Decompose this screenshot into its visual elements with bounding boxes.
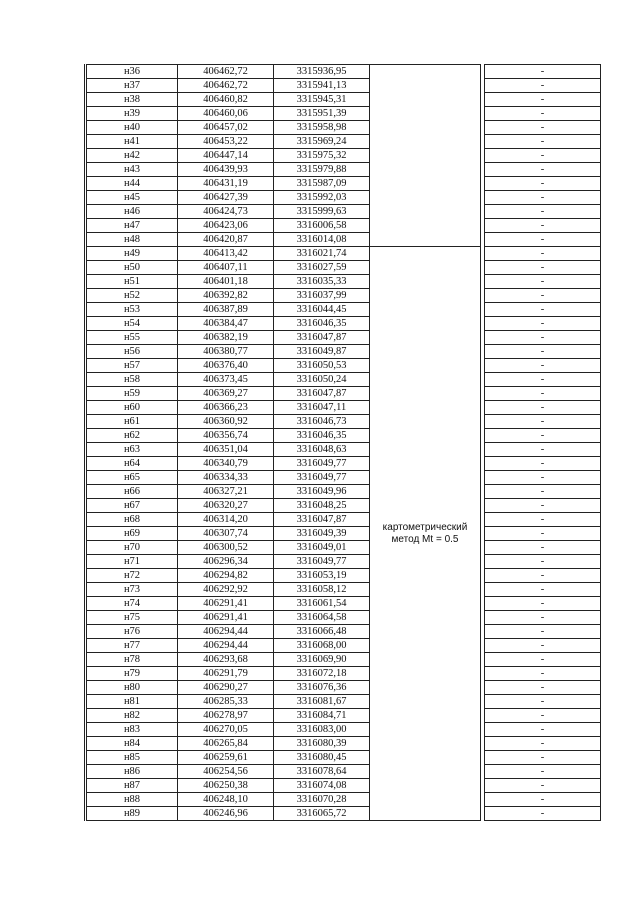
table-row <box>86 527 601 541</box>
dash-cell: - <box>485 569 601 583</box>
x-coordinate-cell: 406460,82 <box>178 93 274 107</box>
point-cell: н40 <box>86 121 178 135</box>
x-coordinate-cell: 406373,45 <box>178 373 274 387</box>
point-cell: н61 <box>86 415 178 429</box>
table-row <box>86 597 601 611</box>
point-cell: н65 <box>86 471 178 485</box>
y-coordinate-cell: 3316044,45 <box>274 303 370 317</box>
point-cell: н89 <box>86 807 178 821</box>
x-coordinate-cell: 406457,02 <box>178 121 274 135</box>
table-row <box>86 205 601 219</box>
y-coordinate-cell: 3316081,67 <box>274 695 370 709</box>
dash-cell: - <box>485 639 601 653</box>
y-coordinate-cell: 3316065,72 <box>274 807 370 821</box>
dash-cell: - <box>485 289 601 303</box>
y-coordinate-cell: 3315999,63 <box>274 205 370 219</box>
y-coordinate-cell: 3315969,24 <box>274 135 370 149</box>
x-coordinate-cell: 406351,04 <box>178 443 274 457</box>
x-coordinate-cell: 406382,19 <box>178 331 274 345</box>
y-coordinate-cell: 3316047,87 <box>274 331 370 345</box>
table-row <box>86 373 601 387</box>
y-coordinate-cell: 3316035,33 <box>274 275 370 289</box>
table-row <box>86 541 601 555</box>
y-coordinate-cell: 3316058,12 <box>274 583 370 597</box>
x-coordinate-cell: 406246,96 <box>178 807 274 821</box>
dash-cell: - <box>485 681 601 695</box>
y-coordinate-cell: 3316083,00 <box>274 723 370 737</box>
point-cell: н64 <box>86 457 178 471</box>
table-row <box>86 177 601 191</box>
x-coordinate-cell: 406462,72 <box>178 79 274 93</box>
table-row <box>86 415 601 429</box>
y-coordinate-cell: 3316049,77 <box>274 555 370 569</box>
y-coordinate-cell: 3316048,25 <box>274 499 370 513</box>
dash-cell: - <box>485 597 601 611</box>
y-coordinate-cell: 3315987,09 <box>274 177 370 191</box>
table-row <box>86 79 601 93</box>
y-coordinate-cell: 3316068,00 <box>274 639 370 653</box>
dash-cell: - <box>485 667 601 681</box>
y-coordinate-cell: 3316006,58 <box>274 219 370 233</box>
dash-cell: - <box>485 205 601 219</box>
table-row <box>86 93 601 107</box>
point-cell: н53 <box>86 303 178 317</box>
x-coordinate-cell: 406290,27 <box>178 681 274 695</box>
table-row <box>86 317 601 331</box>
x-coordinate-cell: 406392,82 <box>178 289 274 303</box>
table-row <box>86 583 601 597</box>
dash-cell: - <box>485 653 601 667</box>
dash-cell: - <box>485 345 601 359</box>
point-cell: н43 <box>86 163 178 177</box>
point-cell: н84 <box>86 737 178 751</box>
table-row <box>86 163 601 177</box>
point-cell: н50 <box>86 261 178 275</box>
dash-cell: - <box>485 135 601 149</box>
dash-cell: - <box>485 765 601 779</box>
point-cell: н78 <box>86 653 178 667</box>
table-row <box>86 247 601 261</box>
y-coordinate-cell: 3316014,08 <box>274 233 370 247</box>
table-row <box>86 359 601 373</box>
point-cell: н41 <box>86 135 178 149</box>
point-cell: н62 <box>86 429 178 443</box>
y-coordinate-cell: 3316078,64 <box>274 765 370 779</box>
x-coordinate-cell: 406462,72 <box>178 65 274 79</box>
table-row <box>86 751 601 765</box>
table-row <box>86 555 601 569</box>
dash-cell: - <box>485 415 601 429</box>
dash-cell: - <box>485 793 601 807</box>
dash-cell: - <box>485 485 601 499</box>
table-row <box>86 387 601 401</box>
dash-cell: - <box>485 541 601 555</box>
point-cell: н83 <box>86 723 178 737</box>
y-coordinate-cell: 3316080,39 <box>274 737 370 751</box>
x-coordinate-cell: 406314,20 <box>178 513 274 527</box>
x-coordinate-cell: 406369,27 <box>178 387 274 401</box>
x-coordinate-cell: 406292,92 <box>178 583 274 597</box>
point-cell: н68 <box>86 513 178 527</box>
table-row <box>86 191 601 205</box>
y-coordinate-cell: 3316049,96 <box>274 485 370 499</box>
dash-cell: - <box>485 191 601 205</box>
y-coordinate-cell: 3316049,77 <box>274 457 370 471</box>
point-cell: н54 <box>86 317 178 331</box>
point-cell: н51 <box>86 275 178 289</box>
table-row <box>86 625 601 639</box>
dash-cell: - <box>485 177 601 191</box>
x-coordinate-cell: 406427,39 <box>178 191 274 205</box>
point-cell: н66 <box>86 485 178 499</box>
y-coordinate-cell: 3316072,18 <box>274 667 370 681</box>
x-coordinate-cell: 406248,10 <box>178 793 274 807</box>
table-row <box>86 219 601 233</box>
x-coordinate-cell: 406285,33 <box>178 695 274 709</box>
x-coordinate-cell: 406407,11 <box>178 261 274 275</box>
dash-cell: - <box>485 247 601 261</box>
point-cell: н55 <box>86 331 178 345</box>
dash-cell: - <box>485 107 601 121</box>
dash-cell: - <box>485 359 601 373</box>
x-coordinate-cell: 406254,56 <box>178 765 274 779</box>
point-cell: н48 <box>86 233 178 247</box>
y-coordinate-cell: 3316046,35 <box>274 429 370 443</box>
y-coordinate-cell: 3316070,28 <box>274 793 370 807</box>
y-coordinate-cell: 3316049,01 <box>274 541 370 555</box>
x-coordinate-cell: 406423,06 <box>178 219 274 233</box>
method-cell-empty <box>370 65 481 247</box>
y-coordinate-cell: 3316061,54 <box>274 597 370 611</box>
x-coordinate-cell: 406291,41 <box>178 597 274 611</box>
y-coordinate-cell: 3316053,19 <box>274 569 370 583</box>
x-coordinate-cell: 406384,47 <box>178 317 274 331</box>
x-coordinate-cell: 406270,05 <box>178 723 274 737</box>
table-row <box>86 443 601 457</box>
table-row <box>86 681 601 695</box>
table-row <box>86 569 601 583</box>
y-coordinate-cell: 3316047,87 <box>274 387 370 401</box>
x-coordinate-cell: 406296,34 <box>178 555 274 569</box>
dash-cell: - <box>485 751 601 765</box>
x-coordinate-cell: 406291,79 <box>178 667 274 681</box>
y-coordinate-cell: 3316084,71 <box>274 709 370 723</box>
table-row <box>86 107 601 121</box>
dash-cell: - <box>485 457 601 471</box>
table-row <box>86 653 601 667</box>
table-row <box>86 695 601 709</box>
table-row <box>86 499 601 513</box>
x-coordinate-cell: 406307,74 <box>178 527 274 541</box>
x-coordinate-cell: 406424,73 <box>178 205 274 219</box>
y-coordinate-cell: 3316027,59 <box>274 261 370 275</box>
y-coordinate-cell: 3316074,08 <box>274 779 370 793</box>
x-coordinate-cell: 406259,61 <box>178 751 274 765</box>
point-cell: н38 <box>86 93 178 107</box>
x-coordinate-cell: 406439,93 <box>178 163 274 177</box>
y-coordinate-cell: 3315951,39 <box>274 107 370 121</box>
dash-cell: - <box>485 275 601 289</box>
y-coordinate-cell: 3316064,58 <box>274 611 370 625</box>
point-cell: н56 <box>86 345 178 359</box>
dash-cell: - <box>485 387 601 401</box>
point-cell: н59 <box>86 387 178 401</box>
dash-cell: - <box>485 401 601 415</box>
table-row <box>86 345 601 359</box>
point-cell: н80 <box>86 681 178 695</box>
point-cell: н52 <box>86 289 178 303</box>
point-cell: н42 <box>86 149 178 163</box>
dash-cell: - <box>485 121 601 135</box>
x-coordinate-cell: 406376,40 <box>178 359 274 373</box>
table-row <box>86 471 601 485</box>
x-coordinate-cell: 406300,52 <box>178 541 274 555</box>
y-coordinate-cell: 3316076,36 <box>274 681 370 695</box>
dash-cell: - <box>485 737 601 751</box>
point-cell: н47 <box>86 219 178 233</box>
table-body <box>86 65 601 821</box>
table-row <box>86 779 601 793</box>
point-cell: н72 <box>86 569 178 583</box>
table-row <box>86 765 601 779</box>
point-cell: н85 <box>86 751 178 765</box>
y-coordinate-cell: 3316049,39 <box>274 527 370 541</box>
x-coordinate-cell: 406293,68 <box>178 653 274 667</box>
table-row <box>86 135 601 149</box>
point-cell: н74 <box>86 597 178 611</box>
dash-cell: - <box>485 373 601 387</box>
x-coordinate-cell: 406294,82 <box>178 569 274 583</box>
table-row <box>86 723 601 737</box>
table-row <box>86 639 601 653</box>
x-coordinate-cell: 406327,21 <box>178 485 274 499</box>
x-coordinate-cell: 406460,06 <box>178 107 274 121</box>
y-coordinate-cell: 3316049,77 <box>274 471 370 485</box>
dash-cell: - <box>485 163 601 177</box>
dash-cell: - <box>485 471 601 485</box>
x-coordinate-cell: 406453,22 <box>178 135 274 149</box>
dash-cell: - <box>485 219 601 233</box>
table-row <box>86 289 601 303</box>
table-row <box>86 261 601 275</box>
x-coordinate-cell: 406431,19 <box>178 177 274 191</box>
dash-cell: - <box>485 555 601 569</box>
point-cell: н87 <box>86 779 178 793</box>
x-coordinate-cell: 406447,14 <box>178 149 274 163</box>
y-coordinate-cell: 3315992,03 <box>274 191 370 205</box>
x-coordinate-cell: 406278,97 <box>178 709 274 723</box>
dash-cell: - <box>485 261 601 275</box>
dash-cell: - <box>485 625 601 639</box>
table-row <box>86 121 601 135</box>
method-label-line2: метод Mt = 0.5 <box>391 533 459 545</box>
y-coordinate-cell: 3316021,74 <box>274 247 370 261</box>
y-coordinate-cell: 3315975,32 <box>274 149 370 163</box>
dash-cell: - <box>485 807 601 821</box>
y-coordinate-cell: 3316047,87 <box>274 513 370 527</box>
x-coordinate-cell: 406265,84 <box>178 737 274 751</box>
table-row <box>86 667 601 681</box>
table-row <box>86 303 601 317</box>
table-row <box>86 331 601 345</box>
y-coordinate-cell: 3316048,63 <box>274 443 370 457</box>
table-row <box>86 611 601 625</box>
dash-cell: - <box>485 583 601 597</box>
x-coordinate-cell: 406401,18 <box>178 275 274 289</box>
point-cell: н57 <box>86 359 178 373</box>
y-coordinate-cell: 3316050,53 <box>274 359 370 373</box>
dash-cell: - <box>485 499 601 513</box>
point-cell: н69 <box>86 527 178 541</box>
point-cell: н49 <box>86 247 178 261</box>
coordinates-table <box>84 64 601 821</box>
x-coordinate-cell: 406356,74 <box>178 429 274 443</box>
table-row <box>86 65 601 79</box>
x-coordinate-cell: 406413,42 <box>178 247 274 261</box>
x-coordinate-cell: 406360,92 <box>178 415 274 429</box>
y-coordinate-cell: 3316037,99 <box>274 289 370 303</box>
dash-cell: - <box>485 723 601 737</box>
point-cell: н71 <box>86 555 178 569</box>
point-cell: н73 <box>86 583 178 597</box>
table-row <box>86 275 601 289</box>
table-row <box>86 807 601 821</box>
point-cell: н82 <box>86 709 178 723</box>
y-coordinate-cell: 3316046,35 <box>274 317 370 331</box>
dash-cell: - <box>485 695 601 709</box>
table-row <box>86 429 601 443</box>
point-cell: н88 <box>86 793 178 807</box>
point-cell: н79 <box>86 667 178 681</box>
dash-cell: - <box>485 233 601 247</box>
dash-cell: - <box>485 65 601 79</box>
y-coordinate-cell: 3316046,73 <box>274 415 370 429</box>
dash-cell: - <box>485 429 601 443</box>
y-coordinate-cell: 3316047,11 <box>274 401 370 415</box>
table-row <box>86 485 601 499</box>
y-coordinate-cell: 3315941,13 <box>274 79 370 93</box>
dash-cell: - <box>485 331 601 345</box>
dash-cell: - <box>485 317 601 331</box>
x-coordinate-cell: 406380,77 <box>178 345 274 359</box>
point-cell: н67 <box>86 499 178 513</box>
method-label-line1: картометрический <box>382 521 468 533</box>
point-cell: н36 <box>86 65 178 79</box>
x-coordinate-cell: 406291,41 <box>178 611 274 625</box>
table-row <box>86 793 601 807</box>
point-cell: н39 <box>86 107 178 121</box>
dash-cell: - <box>485 513 601 527</box>
dash-cell: - <box>485 443 601 457</box>
y-coordinate-cell: 3315958,98 <box>274 121 370 135</box>
point-cell: н63 <box>86 443 178 457</box>
point-cell: н75 <box>86 611 178 625</box>
dash-cell: - <box>485 709 601 723</box>
x-coordinate-cell: 406387,89 <box>178 303 274 317</box>
y-coordinate-cell: 3316066,48 <box>274 625 370 639</box>
table-row <box>86 457 601 471</box>
x-coordinate-cell: 406294,44 <box>178 625 274 639</box>
point-cell: н81 <box>86 695 178 709</box>
method-cell <box>370 247 481 821</box>
dash-cell: - <box>485 79 601 93</box>
point-cell: н44 <box>86 177 178 191</box>
point-cell: н77 <box>86 639 178 653</box>
x-coordinate-cell: 406320,27 <box>178 499 274 513</box>
x-coordinate-cell: 406294,44 <box>178 639 274 653</box>
point-cell: н60 <box>86 401 178 415</box>
table-row <box>86 401 601 415</box>
y-coordinate-cell: 3316080,45 <box>274 751 370 765</box>
point-cell: н58 <box>86 373 178 387</box>
y-coordinate-cell: 3316069,90 <box>274 653 370 667</box>
x-coordinate-cell: 406366,23 <box>178 401 274 415</box>
y-coordinate-cell: 3316049,87 <box>274 345 370 359</box>
table-row <box>86 709 601 723</box>
dash-cell: - <box>485 303 601 317</box>
dash-cell: - <box>485 527 601 541</box>
table-row <box>86 233 601 247</box>
x-coordinate-cell: 406340,79 <box>178 457 274 471</box>
y-coordinate-cell: 3315945,31 <box>274 93 370 107</box>
point-cell: н45 <box>86 191 178 205</box>
point-cell: н46 <box>86 205 178 219</box>
y-coordinate-cell: 3315936,95 <box>274 65 370 79</box>
x-coordinate-cell: 406420,87 <box>178 233 274 247</box>
dash-cell: - <box>485 149 601 163</box>
y-coordinate-cell: 3316050,24 <box>274 373 370 387</box>
y-coordinate-cell: 3315979,88 <box>274 163 370 177</box>
point-cell: н70 <box>86 541 178 555</box>
table-row <box>86 149 601 163</box>
dash-cell: - <box>485 93 601 107</box>
table-row <box>86 737 601 751</box>
table-row <box>86 513 601 527</box>
point-cell: н37 <box>86 79 178 93</box>
dash-cell: - <box>485 779 601 793</box>
x-coordinate-cell: 406334,33 <box>178 471 274 485</box>
x-coordinate-cell: 406250,38 <box>178 779 274 793</box>
point-cell: н86 <box>86 765 178 779</box>
dash-cell: - <box>485 611 601 625</box>
point-cell: н76 <box>86 625 178 639</box>
